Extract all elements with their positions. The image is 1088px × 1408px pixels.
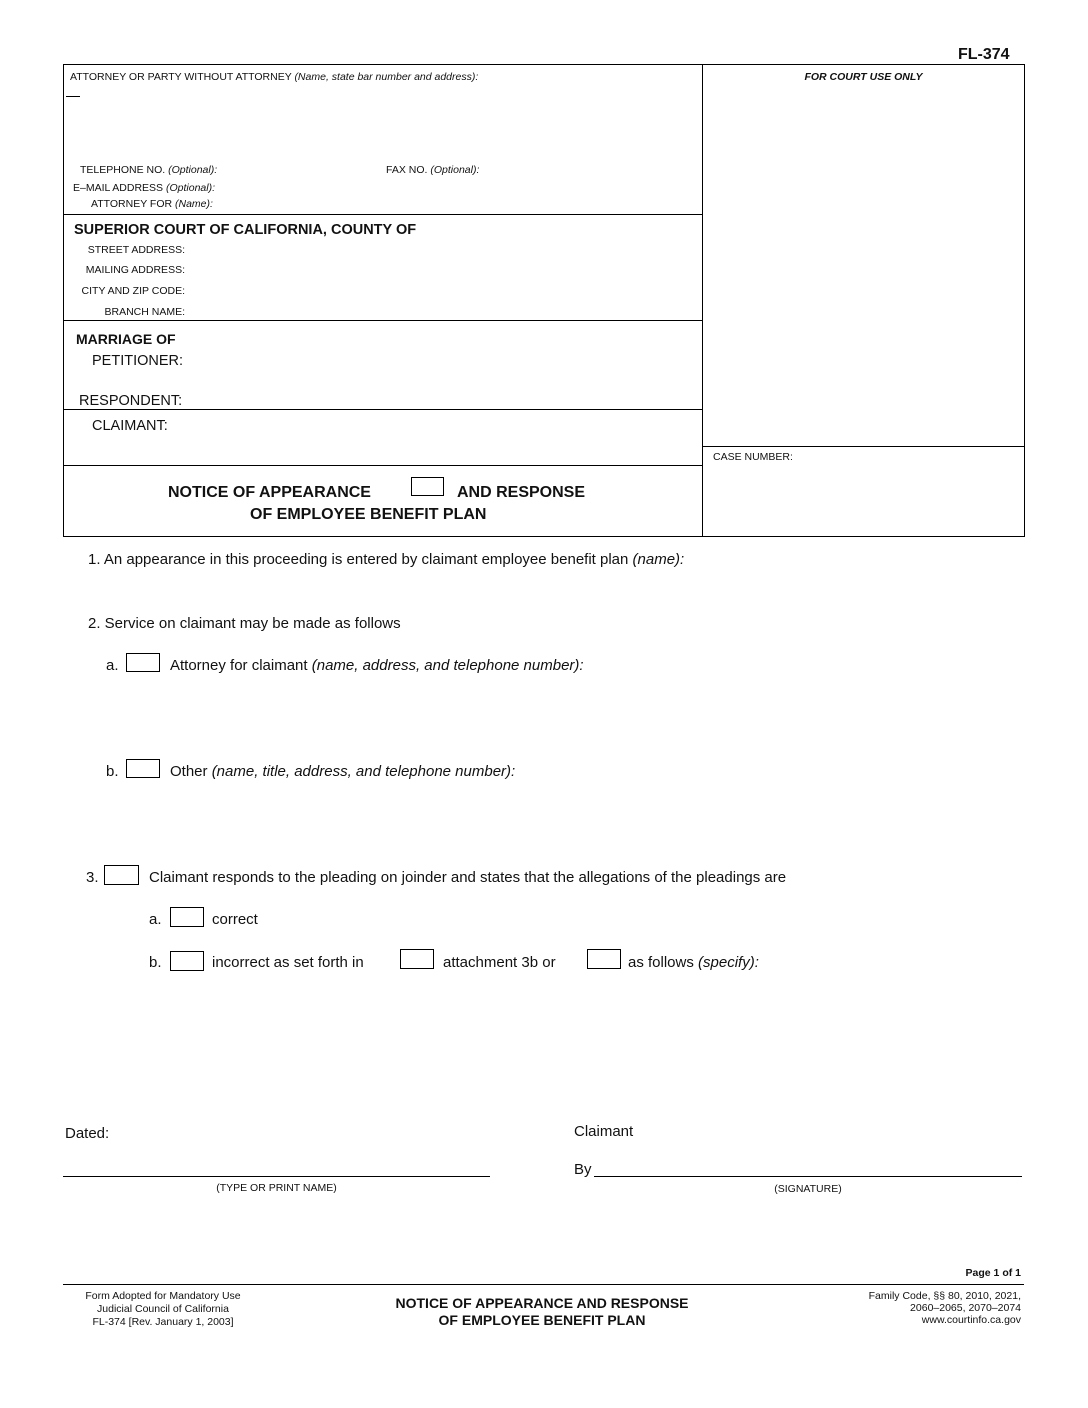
email-label: E–MAIL ADDRESS (Optional): <box>73 182 216 194</box>
item3a-letter: a. <box>149 911 162 928</box>
claimant-sign-label: Claimant <box>574 1123 634 1140</box>
page-number: Page 1 of 1 <box>965 1267 1021 1279</box>
attorney-court-divider <box>63 214 703 215</box>
street-address-label: STREET ADDRESS: <box>87 244 185 256</box>
title-line2: OF EMPLOYEE BENEFIT PLAN <box>250 506 487 523</box>
item2a-letter: a. <box>106 657 119 674</box>
footer-left-3: FL-374 [Rev. January 1, 2003] <box>92 1316 234 1328</box>
item2b-text: Other (name, title, address, and telephone number): <box>170 763 516 780</box>
title-line1b: AND RESPONSE <box>457 484 586 501</box>
item2a-checkbox[interactable] <box>126 653 160 672</box>
as-follows-text: as follows (specify): <box>628 954 759 971</box>
case-number-divider <box>702 446 1025 447</box>
item2-text: 2. Service on claimant may be made as follows <box>88 615 401 632</box>
signature-caption: (SIGNATURE) <box>774 1183 842 1195</box>
footer-right-3: www.courtinfo.ca.gov <box>921 1314 1021 1326</box>
mailing-address-label: MAILING ADDRESS: <box>85 264 185 276</box>
item3-number: 3. <box>86 869 99 886</box>
branch-name-label: BRANCH NAME: <box>104 306 185 318</box>
parties-claimant-divider <box>63 409 703 410</box>
as-follows-checkbox[interactable] <box>587 949 621 969</box>
footer-title-2: OF EMPLOYEE BENEFIT PLAN <box>438 1312 646 1328</box>
item2b-checkbox[interactable] <box>126 759 160 778</box>
item3b-checkbox[interactable] <box>170 951 204 971</box>
item3a-checkbox[interactable] <box>170 907 204 927</box>
signature-field[interactable] <box>596 1150 1022 1175</box>
type-name-caption: (TYPE OR PRINT NAME) <box>216 1182 337 1194</box>
footer-title-1: NOTICE OF APPEARANCE AND RESPONSE <box>395 1295 689 1311</box>
title-line1a: NOTICE OF APPEARANCE <box>168 484 371 501</box>
claimant-label: CLAIMANT: <box>92 418 168 434</box>
item1-text: 1. An appearance in this proceeding is entered by claimant employee benefit plan (name): <box>88 551 685 568</box>
attachment-3b-checkbox[interactable] <box>400 949 434 969</box>
item3b-letter: b. <box>149 954 162 971</box>
telephone-label: TELEPHONE NO. (Optional): <box>80 164 218 176</box>
item3-text: Claimant responds to the pleading on joinder and states that the allegations of the pleadings are <box>149 869 787 886</box>
attorney-label: ATTORNEY OR PARTY WITHOUT ATTORNEY (Name, state bar number and address): <box>70 71 479 83</box>
court-parties-divider <box>63 320 703 321</box>
caption-divider <box>702 64 703 537</box>
response-checkbox[interactable] <box>411 477 444 496</box>
attorney-short-rule <box>66 96 80 97</box>
attachment-3b-text: attachment 3b or <box>443 954 556 971</box>
footer-left-1: Form Adopted for Mandatory Use <box>85 1290 241 1302</box>
print-name-line <box>63 1176 490 1177</box>
item3b-text: incorrect as set forth in <box>212 954 364 971</box>
item2b-letter: b. <box>106 763 119 780</box>
form-number: FL-374 <box>958 46 1010 63</box>
item3-checkbox[interactable] <box>104 865 139 885</box>
petitioner-label: PETITIONER: <box>92 353 184 369</box>
attorney-name-field[interactable] <box>68 100 688 158</box>
print-name-field[interactable] <box>63 1150 490 1175</box>
fax-label: FAX NO. (Optional): <box>386 164 480 176</box>
dated-label: Dated: <box>65 1125 110 1142</box>
item3a-text: correct <box>212 911 258 928</box>
city-zip-label: CITY AND ZIP CODE: <box>81 285 185 297</box>
case-number-field[interactable] <box>710 466 1015 530</box>
footer-right-1: Family Code, §§ 80, 2010, 2021, <box>868 1290 1021 1302</box>
court-heading: SUPERIOR COURT OF CALIFORNIA, COUNTY OF <box>74 222 417 238</box>
item2a-text: Attorney for claimant (name, address, and telephone number): <box>170 657 584 674</box>
attorney-for-label: ATTORNEY FOR (Name): <box>91 198 213 210</box>
claimant-title-divider <box>63 465 703 466</box>
signature-line <box>594 1176 1022 1177</box>
footer-right-2: 2060–2065, 2070–2074 <box>910 1302 1021 1314</box>
court-use-label: FOR COURT USE ONLY <box>804 71 923 83</box>
by-label: By <box>574 1161 592 1178</box>
case-number-label: CASE NUMBER: <box>713 451 793 463</box>
footer-rule <box>63 1284 1024 1285</box>
respondent-label: RESPONDENT: <box>79 393 183 409</box>
marriage-of-label: MARRIAGE OF <box>76 331 176 347</box>
footer-left-2: Judicial Council of California <box>97 1303 229 1315</box>
